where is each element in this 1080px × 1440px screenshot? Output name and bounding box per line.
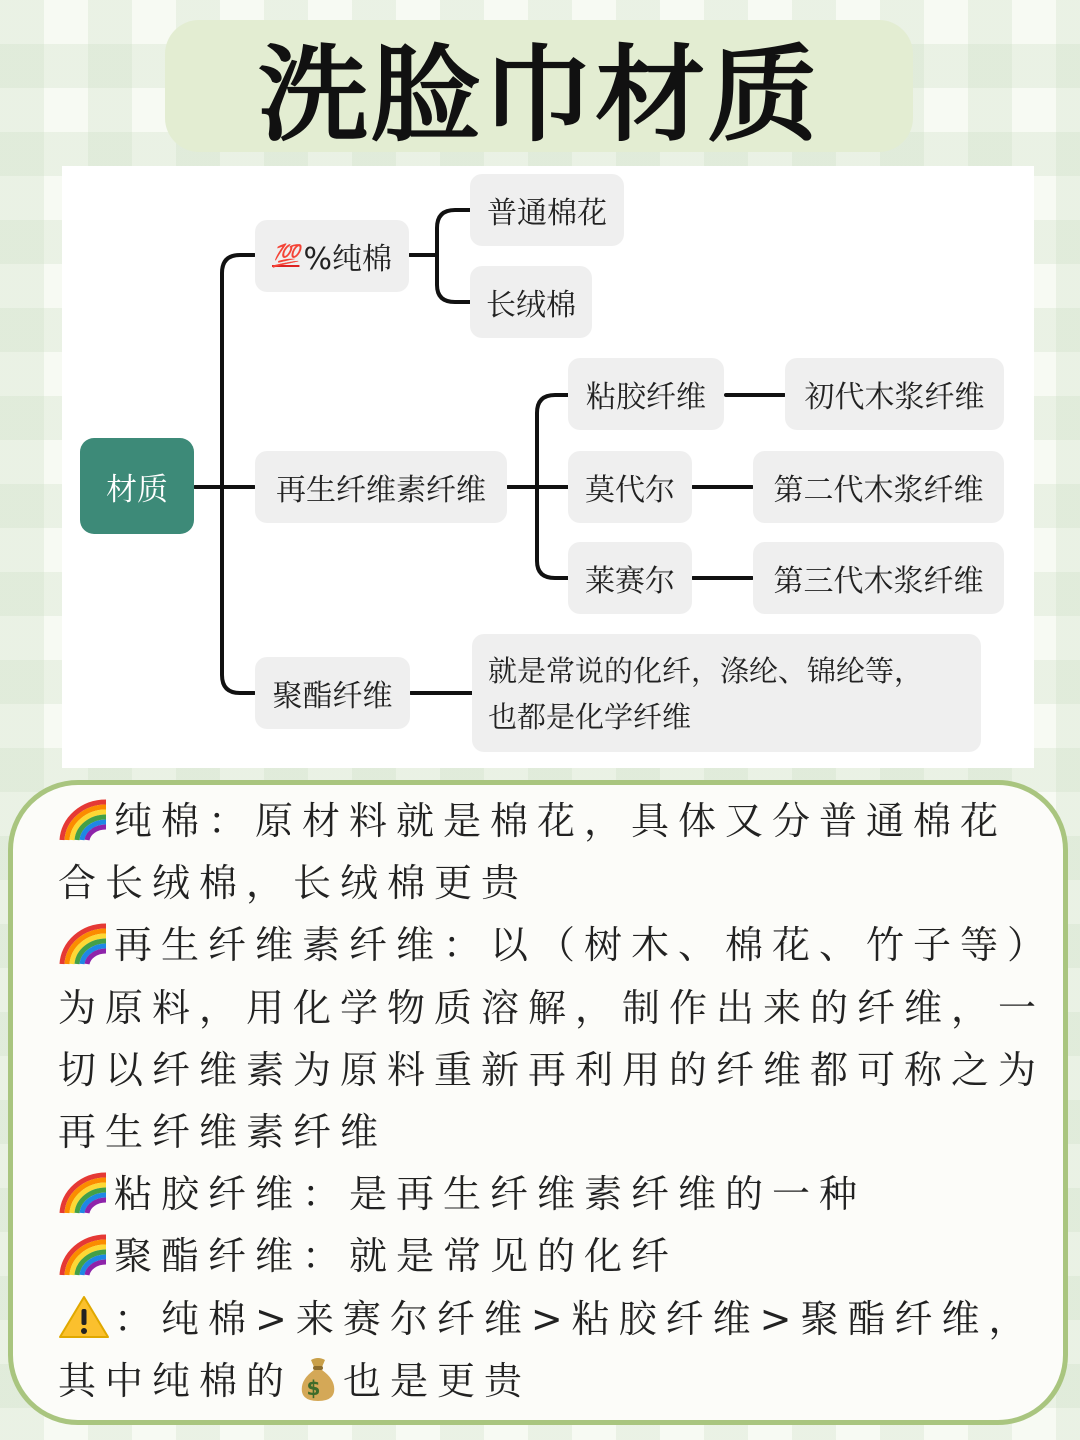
rainbow-icon: [58, 1169, 110, 1215]
note-ranking-text: ：纯棉>来赛尔纤维>粘胶纤维>聚酯纤维，其中纯棉的: [58, 1296, 1036, 1403]
root-node-label: 材质: [106, 471, 168, 508]
node-regular-cotton-label: 普通棉花: [487, 196, 607, 231]
hundred-points-icon: 💯: [272, 243, 300, 269]
node-modal-label: 莫代尔: [585, 473, 675, 508]
note-regenerated-text: 再生纤维素纤维：以（树木、棉花、竹子等）为原料，用化学物质溶解，制作出来的纤维，一切以纤维素为原料重新再利用的纤维都可称之为再生纤维素纤维: [58, 923, 1046, 1155]
money-bag-icon: [297, 1356, 339, 1402]
note-ranking-text-end: 也是更贵: [343, 1358, 532, 1403]
note-regenerated: [58, 914, 1048, 1163]
node-modal-detail: [753, 451, 1004, 523]
node-viscose-detail-label: 初代木浆纤维: [804, 380, 985, 415]
warning-icon: [58, 1294, 110, 1340]
node-viscose-detail: [785, 358, 1004, 430]
node-lyocell-detail: [753, 542, 1004, 614]
node-regular-cotton: [470, 174, 624, 246]
node-regenerated-cellulose-label: 再生纤维素纤维: [276, 473, 486, 508]
rainbow-icon: [58, 920, 110, 966]
root-node: [80, 438, 194, 534]
title-banner: [165, 20, 913, 156]
note-viscose: [58, 1163, 1048, 1225]
note-viscose-text: 粘胶纤维：是再生纤维素纤维的一种: [114, 1172, 867, 1217]
node-polyester: [255, 657, 410, 729]
node-polyester-detail-line1: 就是常说的化纤，涤纶、锦纶等，: [488, 654, 924, 688]
node-lyocell: [568, 542, 692, 614]
node-viscose: [568, 358, 724, 430]
node-lyocell-detail-label: 第三代木浆纤维: [773, 564, 984, 599]
svg-text:$: $: [306, 1375, 330, 1400]
node-regenerated-cellulose: [255, 451, 507, 523]
node-pure-cotton: [255, 220, 409, 292]
note-polyester: [58, 1225, 1048, 1287]
notes-content: [58, 790, 1048, 1412]
node-polyester-detail-line2: 也都是化学纤维: [488, 700, 692, 734]
rainbow-icon: [58, 796, 110, 842]
note-polyester-text: 聚酯纤维：就是常见的化纤: [114, 1234, 679, 1279]
node-long-staple-cotton-label: 长绒棉: [486, 288, 576, 323]
note-pure-cotton: [58, 790, 1048, 914]
note-ranking: [58, 1288, 1048, 1412]
node-pure-cotton-label: %纯棉: [303, 242, 392, 277]
node-polyester-detail: [472, 634, 981, 752]
note-pure-cotton-text: 纯棉：原材料就是棉花，具体又分普通棉花合长绒棉，长绒棉更贵: [58, 799, 1008, 906]
node-viscose-label: 粘胶纤维: [586, 380, 706, 415]
page-title: 洗脸巾材质: [258, 34, 820, 156]
node-polyester-label: 聚酯纤维: [272, 679, 393, 714]
node-long-staple-cotton: [470, 266, 592, 338]
rainbow-icon: [58, 1231, 110, 1277]
node-modal-detail-label: 第二代木浆纤维: [773, 473, 984, 508]
node-lyocell-label: 莱赛尔: [585, 564, 675, 599]
node-modal: [568, 451, 692, 523]
